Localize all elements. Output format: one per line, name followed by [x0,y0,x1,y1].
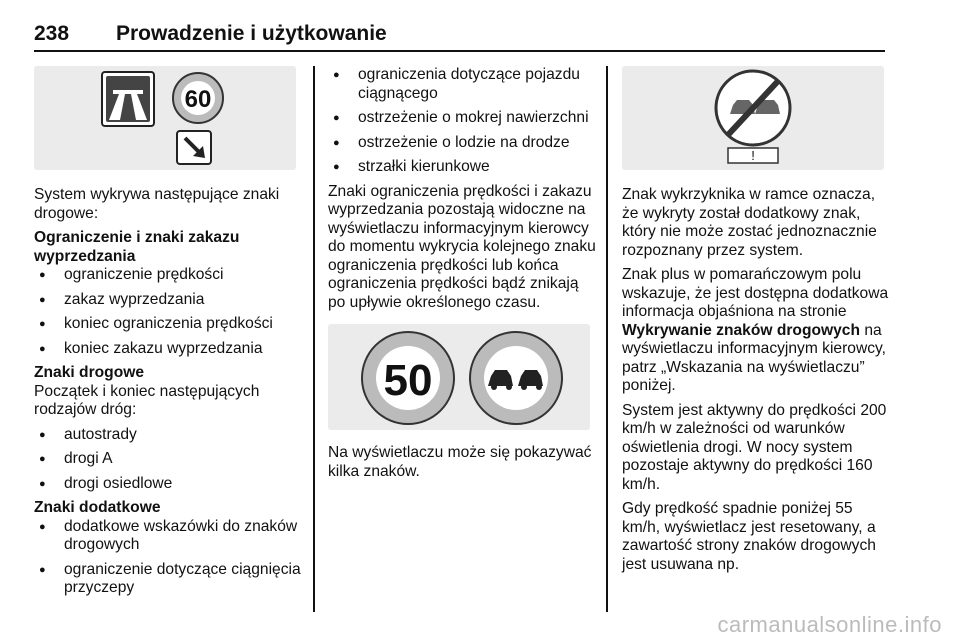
additional-signs-list [34,518,304,598]
speed-limit-60-icon [173,73,223,123]
intro-text: System wykrywa następujące znaki drogowe: [34,186,280,222]
no-overtaking-sign-icon [470,332,562,424]
list-item: ● drogi osiedlowe [34,475,304,494]
speed-and-no-overtaking-illustration [328,324,590,430]
bold-reference: Wykrywanie znaków drogowych [622,321,861,339]
plate-text: ! [751,148,755,163]
list-item: ● ostrzeżenie o mokrej nawierzchni [328,109,598,128]
list-item: ● zakaz wyprzedzania [34,291,304,310]
column-divider-1 [313,66,315,612]
page-title: Prowadzenie i użytkowanie [116,22,387,45]
speed-range-text: System jest aktywny do prędkości 200 km/h w zależności od warunków oświetlenia drogi. W nocy system pozostaje aktywny do prędkości 160 km/h. [622,401,887,493]
speed-limit-50-icon [362,332,454,424]
figure-exclamation-sign [622,66,884,170]
header-rule [34,50,885,52]
column-divider-2 [606,66,608,612]
speed-sign-value: 60 [184,86,212,113]
reset-text: Gdy prędkość spadnie poniżej 55 km/h, wyświetlacz jest resetowany, a zawartość strony znaków drogowych jest usuwana np. [622,500,876,573]
exclamation-plate-icon [728,148,778,163]
list-item: ● ostrzeżenie o lodzie na drodze [328,134,598,153]
plus-sign-text: Znak plus w pomarańczowym polu wskazuje, że jest dostępna dodatkowa informacja objaśniona na stronie Wykrywanie znaków drogowych na wyświetlaczu informacyjnym kierowcy, patrz „Wskazania na wyświetlaczu” poniżej. [622,266,889,394]
watermark: carmanualsonline.info [717,612,942,637]
page-number: 238 [34,22,70,45]
road-types-text: Początek i koniec następujących rodzajów dróg: [34,382,260,418]
motorway-speed-illustration [34,66,296,170]
list-item: ● ograniczenie dotyczące ciągnięcia przyczepy [34,561,304,598]
motorway-sign-icon [102,72,154,126]
arrow-down-right-icon [177,131,211,164]
restrictions-list [34,266,304,358]
display-duration-text: Znaki ograniczenia prędkości i zakazu wyprzedzania pozostają widoczne na wyświetlaczu informacyjnym kierowcy do momentu wykrycia kolejnego znaku ograniczenia prędkości lub końca ograniczenia prędkości bądź znikają po upływie określonego czasu. [328,182,596,311]
list-item: ● ograniczenia dotyczące pojazdu ciągnącego [328,66,598,103]
column-3 [622,66,892,580]
page-header [34,22,387,46]
road-types-list [34,426,304,494]
section-heading-additional-signs: Znaki dodatkowe [34,499,161,516]
section-heading-road-signs: Znaki drogowe [34,364,145,381]
multiple-signs-text: Na wyświetlaczu może się pokazywać kilka znaków. [328,444,592,480]
exclamation-text: Znak wykrzyknika w ramce oznacza, że wykryty został dodatkowy znak, który nie może zostać jednoznacznie rozpoznany przez system. [622,186,877,259]
list-item: ● autostrady [34,426,304,445]
section-heading-restrictions: Ograniczenie i znaki zakazu wyprzedzania [34,229,240,265]
list-item: ● drogi A [34,450,304,469]
list-item: ● ograniczenie prędkości [34,266,304,285]
speed-sign-value: 50 [383,356,433,405]
end-no-overtaking-sign-icon [716,71,790,145]
list-item: ● strzałki kierunkowe [328,158,598,177]
figure-multiple-signs [328,324,590,430]
column-1 [34,66,304,604]
end-no-overtaking-illustration [622,66,884,170]
continued-list [328,66,598,177]
column-2 [328,66,598,487]
figure-motorway-speed-sign [34,66,296,170]
list-item: ● dodatkowe wskazówki do znaków drogowych [34,518,304,555]
list-item: ● koniec ograniczenia prędkości [34,315,304,334]
list-item: ● koniec zakazu wyprzedzania [34,340,304,359]
